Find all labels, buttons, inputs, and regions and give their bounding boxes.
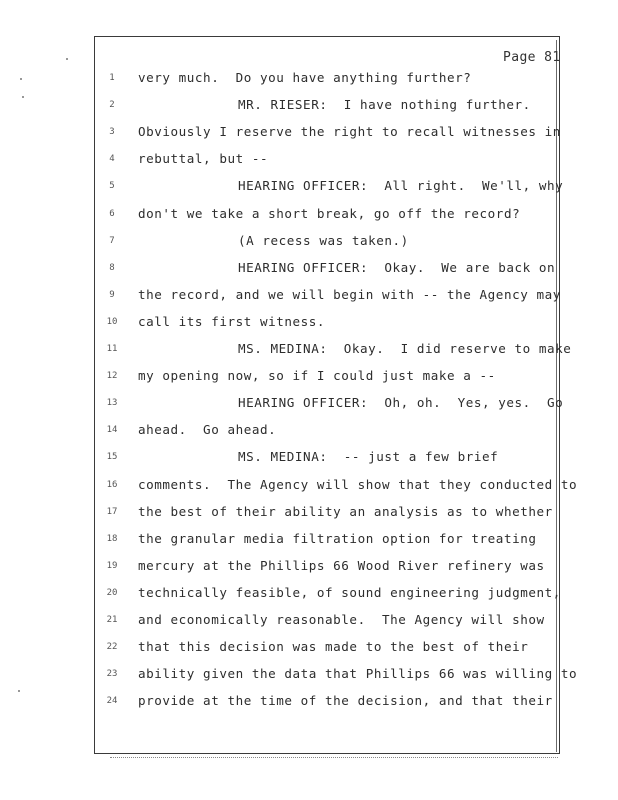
line-number: 16 — [106, 479, 118, 490]
line-number: 8 — [109, 262, 115, 273]
scan-speck — [66, 58, 68, 60]
scan-speck — [18, 690, 20, 692]
transcript-line: that this decision was made to the best of their — [138, 639, 529, 655]
transcript-line: mercury at the Phillips 66 Wood River refinery was — [138, 557, 545, 573]
line-number: 11 — [106, 344, 118, 354]
line-number: 10 — [106, 316, 118, 327]
line-number: 19 — [106, 560, 118, 571]
line-number: 7 — [109, 235, 115, 246]
transcript-line: HEARING OFFICER: Oh, oh. Yes, yes. Go — [238, 395, 564, 411]
line-number: 20 — [106, 587, 118, 598]
page-bottom-rule — [110, 757, 558, 758]
line-number: 1 — [109, 73, 115, 83]
line-number: 22 — [106, 642, 118, 653]
transcript-line: my opening now, so if I could just make a -- — [138, 368, 496, 384]
transcript-line: MS. MEDINA: Okay. I did reserve to make — [238, 341, 572, 356]
line-number: 12 — [106, 371, 118, 382]
transcript-line: ability given the data that Phillips 66 was willing to — [138, 666, 578, 682]
transcript-line: provide at the time of the decision, and that their — [138, 693, 553, 709]
transcript-line: Obviously I reserve the right to recall witnesses in — [138, 124, 561, 140]
line-number: 15 — [106, 452, 118, 463]
transcript-line: MS. MEDINA: -- just a few brief — [238, 449, 499, 465]
transcript-line: HEARING OFFICER: All right. We'll, why — [238, 178, 564, 194]
transcript-line: the granular media filtration option for treating — [138, 530, 537, 546]
transcript-line: (A recess was taken.) — [238, 232, 409, 248]
transcript-line: rebuttal, but -- — [138, 151, 269, 167]
transcript-line: and economically reasonable. The Agency will show — [138, 612, 545, 627]
transcript-line: don't we take a short break, go off the record? — [138, 205, 521, 221]
page-number: Page 81 — [503, 50, 561, 65]
line-number: 23 — [106, 669, 118, 680]
line-number: 21 — [106, 615, 118, 625]
scan-speck — [20, 78, 22, 80]
transcript-line: very much. Do you have anything further? — [138, 70, 472, 85]
transcript-line: MR. RIESER: I have nothing further. — [238, 97, 531, 113]
transcript-line: HEARING OFFICER: Okay. We are back on — [238, 259, 556, 275]
line-number: 4 — [109, 154, 115, 165]
transcript-line: ahead. Go ahead. — [138, 422, 277, 438]
transcript-line: the record, and we will begin with -- the Agency may — [138, 286, 561, 302]
line-number: 2 — [109, 100, 115, 111]
line-number: 9 — [109, 289, 115, 300]
line-number: 13 — [106, 398, 118, 409]
line-number: 17 — [106, 506, 118, 517]
transcript-line: the best of their ability an analysis as to whether — [138, 503, 553, 519]
line-number: 24 — [106, 696, 118, 707]
scan-speck — [22, 96, 24, 98]
line-number: 3 — [109, 127, 115, 138]
transcript-line: technically feasible, of sound engineering judgment, — [138, 584, 561, 600]
line-number: 18 — [106, 533, 118, 544]
line-number: 6 — [109, 208, 115, 219]
line-number: 14 — [106, 425, 118, 436]
transcript-line: call its first witness. — [138, 313, 326, 329]
line-number: 5 — [109, 181, 115, 192]
transcript-line: comments. The Agency will show that they conducted to — [138, 476, 578, 492]
